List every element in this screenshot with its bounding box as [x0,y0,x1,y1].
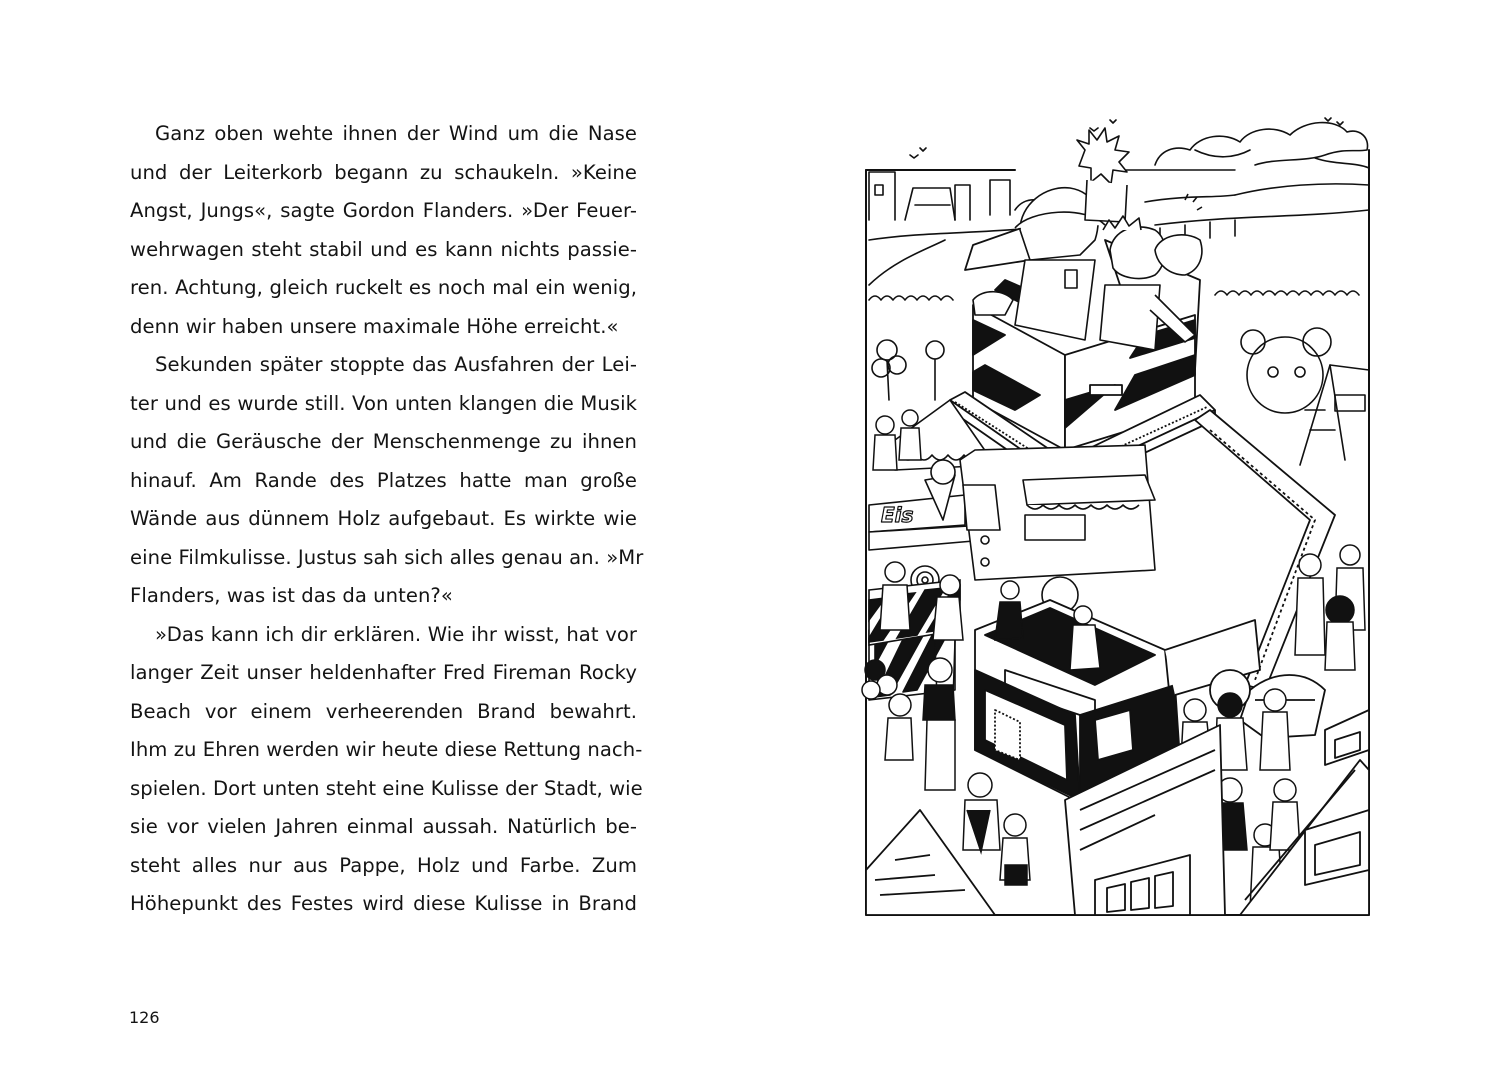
text-line: und die Geräusche der Menschenmenge zu ihnen [130,430,637,453]
illustration-fire-truck-ladder [855,110,1380,925]
text-line: hinauf. Am Rande des Platzes hatte man große [130,468,637,492]
text-line: langer Zeit unser heldenhafter Fred Fireman Rocky [130,661,637,684]
text-line: und der Leiterkorb begann zu schaukeln. »Keine [130,160,637,184]
text-line: wehrwagen steht stabil und es kann nichts passie- [130,237,637,261]
text-line: Höhepunkt des Festes wird diese Kulisse in Brand [130,892,637,915]
text-line: Ganz oben wehte ihnen der Wind um die Nase [155,122,637,145]
text-line: ren. Achtung, gleich ruckelt es noch mal ein wenig, [130,276,637,299]
text-line: Flanders, was ist das da unten?« [130,584,453,607]
paragraph-1 [130,115,637,346]
text-line: »Das kann ich dir erklären. Wie ihr wisst, hat vor [155,622,637,646]
text-line: Beach vor einem verheerenden Brand bewahrt. [130,699,637,723]
paragraph-2 [130,346,644,616]
text-line: Ihm zu Ehren werden wir heute diese Rettung nach- [130,738,643,761]
text-line: Sekunden später stoppte das Ausfahren der Lei- [155,353,637,376]
text-column [130,115,644,924]
text-line: denn wir haben unsere maximale Höhe erreicht.« [130,314,619,338]
text-line: Angst, Jungs«, sagte Gordon Flanders. »Der Feuer- [130,199,637,222]
eis-sign-text: Eis [881,503,914,527]
text-line: Wände aus dünnem Holz aufgebaut. Es wirkte wie [130,507,637,530]
paragraph-3 [130,616,643,924]
page-number: 126 [129,1008,160,1027]
text-line: eine Filmkulisse. Justus sah sich alles genau an. »Mr [130,545,644,569]
illustration-artwork [855,110,1380,925]
text-line: spielen. Dort unten steht eine Kulisse der Stadt, wie [130,776,643,800]
text-line: ter und es wurde still. Von unten klangen die Musik [130,391,637,415]
text-line: steht alles nur aus Pappe, Holz und Farbe. Zum [130,853,637,877]
text-line: sie vor vielen Jahren einmal aussah. Natürlich be- [130,815,637,838]
